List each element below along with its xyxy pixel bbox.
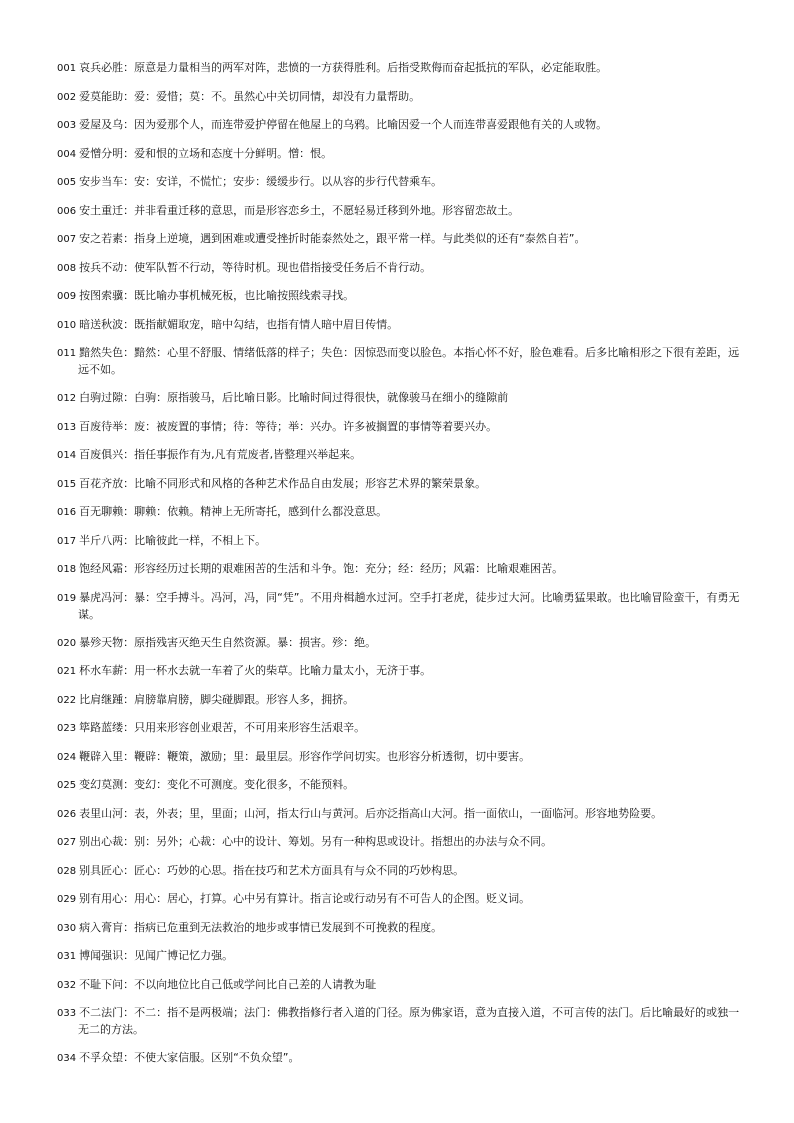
- entry-number: 002: [57, 91, 77, 103]
- idiom-entry: [57, 806, 747, 823]
- idiom-entry: [57, 288, 747, 305]
- entry-number: 004: [57, 148, 77, 160]
- idiom-entry: [57, 590, 747, 623]
- idiom-entry: [57, 1050, 747, 1067]
- entry-text: 安步当车：安：安详，不慌忙；安步：缓缓步行。以从容的步行代替乘车。: [79, 175, 443, 188]
- entry-number: 011: [57, 348, 77, 359]
- entry-number: 007: [57, 234, 77, 245]
- idiom-entry: [57, 920, 747, 937]
- entry-number: 001: [57, 63, 77, 74]
- entry-text: 安之若素：指身上逆境，遇到困难或遭受挫折时能泰然处之，跟平常一样。与此类似的还有“泰然自若”。: [79, 232, 586, 245]
- entry-number: 031: [57, 951, 77, 962]
- idiom-entry: [57, 203, 747, 220]
- entry-text: 表里山河：表，外表；里，里面；山河，指太行山与黄河。后亦泛指高山大河。指一面依山，一面临河。形容地势险要。: [79, 806, 663, 820]
- entry-text: 杯水车薪：用一杯水去就一车着了火的柴草。比喻力量太小，无济于事。: [79, 664, 432, 677]
- entry-text: 变幻莫测：变幻：变化不可测度。变化很多，不能预料。: [79, 778, 355, 791]
- idiom-entry: [57, 948, 747, 965]
- idiom-entry: [57, 231, 747, 248]
- idiom-entry: [57, 476, 747, 493]
- idiom-entry: [57, 345, 747, 378]
- entry-number: 019: [57, 592, 77, 604]
- idiom-entry: [57, 317, 747, 334]
- idiom-entry: [57, 419, 747, 436]
- entry-text: 暴殄天物：原指残害灭绝天生自然资源。暴：损害。殄：绝。: [79, 635, 377, 649]
- entry-number: 029: [57, 894, 77, 905]
- idiom-entry: [57, 749, 747, 766]
- idiom-entry: [57, 1005, 747, 1038]
- entry-text: 病入膏肓：指病已危重到无法救治的地步或事情已发展到不可挽救的程度。: [79, 920, 443, 934]
- idiom-entry: [57, 146, 747, 163]
- entry-number: 016: [57, 507, 77, 518]
- idiom-entry: [57, 720, 747, 737]
- entry-text: 比肩继踵：肩膀靠肩膀，脚尖碰脚跟。形容人多，拥挤。: [79, 692, 355, 706]
- idiom-entry: [57, 260, 747, 277]
- entry-text: 博闻强识：见闻广博记忆力强。: [79, 949, 234, 962]
- entry-number: 014: [57, 450, 77, 461]
- idiom-entry: [57, 447, 747, 464]
- entry-text: 百无聊赖：聊赖：依赖。精神上无所寄托，感到什么都没意思。: [79, 505, 388, 518]
- entry-text: 不二法门：不二：指不是两极端；法门：佛教指修行者入道的门径。原为佛家语，意为直接入道，不可言传的法门。后比喻最好的或独一无二的方法。: [78, 1006, 740, 1036]
- idiom-entry: [57, 663, 747, 680]
- entry-number: 020: [57, 637, 77, 649]
- entry-number: 025: [57, 780, 77, 791]
- entry-number: 008: [57, 262, 77, 274]
- entry-text: 不孚众望：不使大家信服。区别“不负众望”。: [79, 1051, 300, 1064]
- idiom-entry: [57, 174, 747, 191]
- idiom-entry: [57, 977, 747, 994]
- idiom-entry: [57, 89, 747, 106]
- idiom-entry: [57, 777, 747, 794]
- entry-text: 按图索骥：既比喻办事机械死板，也比喻按照线索寻找。: [79, 289, 355, 302]
- entry-text: 百废俱兴：指任事振作有为,凡有荒废者,皆整理兴举起来。: [79, 448, 362, 461]
- entry-number: 003: [57, 120, 77, 131]
- entry-text: 白驹过隙：白驹：原指骏马，后比喻日影。比喻时间过得很快，就像骏马在细小的缝隙前: [79, 391, 509, 404]
- idiom-entry: [57, 533, 747, 550]
- entry-number: 015: [57, 478, 77, 490]
- entry-number: 030: [57, 922, 77, 934]
- idiom-list: [57, 60, 747, 1079]
- entry-text: 黯然失色：黯然：心里不舒服、情绪低落的样子；失色：因惊恐而变以脸色。本指心怀不好，脸色难看。后多比喻相形之下很有差距，远远不如。: [78, 346, 740, 376]
- entry-number: 021: [57, 666, 77, 677]
- entry-number: 033: [57, 1008, 77, 1019]
- idiom-entry: [57, 863, 747, 880]
- idiom-entry: [57, 834, 747, 851]
- entry-text: 暗送秋波：既指献媚取宠，暗中勾结，也指有情人暗中眉目传情。: [79, 317, 399, 331]
- idiom-entry: [57, 390, 747, 407]
- entry-number: 013: [57, 421, 77, 433]
- entry-number: 010: [57, 319, 77, 331]
- entry-text: 饱经风霜：形容经历过长期的艰难困苦的生活和斗争。饱：充分；经：经历；风霜：比喻艰难困苦。: [79, 562, 564, 575]
- entry-number: 032: [57, 979, 77, 991]
- entry-text: 别有用心：用心：居心，打算。心中另有算计。指言论或行动另有不可告人的企图。贬义词。: [79, 892, 531, 905]
- entry-number: 022: [57, 694, 77, 706]
- entry-number: 006: [57, 205, 77, 217]
- entry-text: 爱莫能助：爱：爱惜；莫：不。虽然心中关切同情，却没有力量帮助。: [79, 89, 421, 103]
- entry-number: 023: [57, 723, 77, 734]
- entry-text: 百花齐放：比喻不同形式和风格的各种艺术作品自由发展；形容艺术界的繁荣景象。: [79, 476, 487, 490]
- entry-text: 暴虎冯河：暴：空手搏斗。冯河，冯，同“凭”。不用舟楫趟水过河。空手打老虎，徒步过大河。比喻勇猛果敢。也比喻冒险蛮干，有勇无谋。: [78, 590, 740, 621]
- entry-text: 鞭辟入里：鞭辟：鞭策，激励；里：最里层。形容作学问切实。也形容分析透彻，切中要害。: [79, 749, 531, 763]
- entry-number: 017: [57, 535, 77, 547]
- entry-text: 按兵不动：使军队暂不行动，等待时机。现也借指接受任务后不肯行动。: [79, 260, 432, 274]
- entry-text: 别具匠心：匠心：巧妙的心思。指在技巧和艺术方面具有与众不同的巧妙构思。: [79, 863, 465, 877]
- entry-text: 爱屋及乌：因为爱那个人，而连带爱护停留在他屋上的乌鸦。比喻因爱一个人而连带喜爱跟他有关的人或物。: [79, 118, 608, 131]
- entry-number: 024: [57, 751, 77, 763]
- entry-text: 不耻下问：不以向地位比自己低或学问比自己差的人请教为耻: [79, 977, 377, 991]
- idiom-entry: [57, 117, 747, 134]
- entry-text: 百废待举：废：被废置的事情；待：等待；举：兴办。许多被搁置的事情等着要兴办。: [79, 419, 498, 433]
- entry-text: 哀兵必胜：原意是力量相当的两军对阵，悲愤的一方获得胜利。后指受欺侮而奋起抵抗的军队，必定能取胜。: [79, 61, 608, 74]
- entry-number: 028: [57, 865, 77, 877]
- entry-number: 026: [57, 808, 77, 820]
- entry-number: 018: [57, 564, 77, 575]
- idiom-entry: [57, 60, 747, 77]
- entry-number: 034: [57, 1053, 77, 1064]
- entry-number: 005: [57, 177, 77, 188]
- entry-text: 半斤八两：比喻彼此一样，不相上下。: [79, 533, 267, 547]
- entry-text: 别出心裁：别：另外；心裁：心中的设计、筹划。另有一种构思或设计。指想出的办法与众不同。: [79, 835, 553, 848]
- idiom-entry: [57, 635, 747, 652]
- entry-text: 安土重迁：并非看重迁移的意思，而是形容恋乡土，不愿轻易迁移到外地。形容留恋故土。: [79, 203, 520, 217]
- entry-text: 筚路蓝缕：只用来形容创业艰苦，不可用来形容生活艰辛。: [79, 721, 366, 734]
- idiom-entry: [57, 561, 747, 578]
- entry-number: 027: [57, 837, 77, 848]
- idiom-entry: [57, 891, 747, 908]
- idiom-entry: [57, 692, 747, 709]
- entry-number: 012: [57, 393, 77, 404]
- entry-number: 009: [57, 291, 77, 302]
- idiom-entry: [57, 504, 747, 521]
- entry-text: 爱憎分明：爱和恨的立场和态度十分鲜明。憎：恨。: [79, 146, 333, 160]
